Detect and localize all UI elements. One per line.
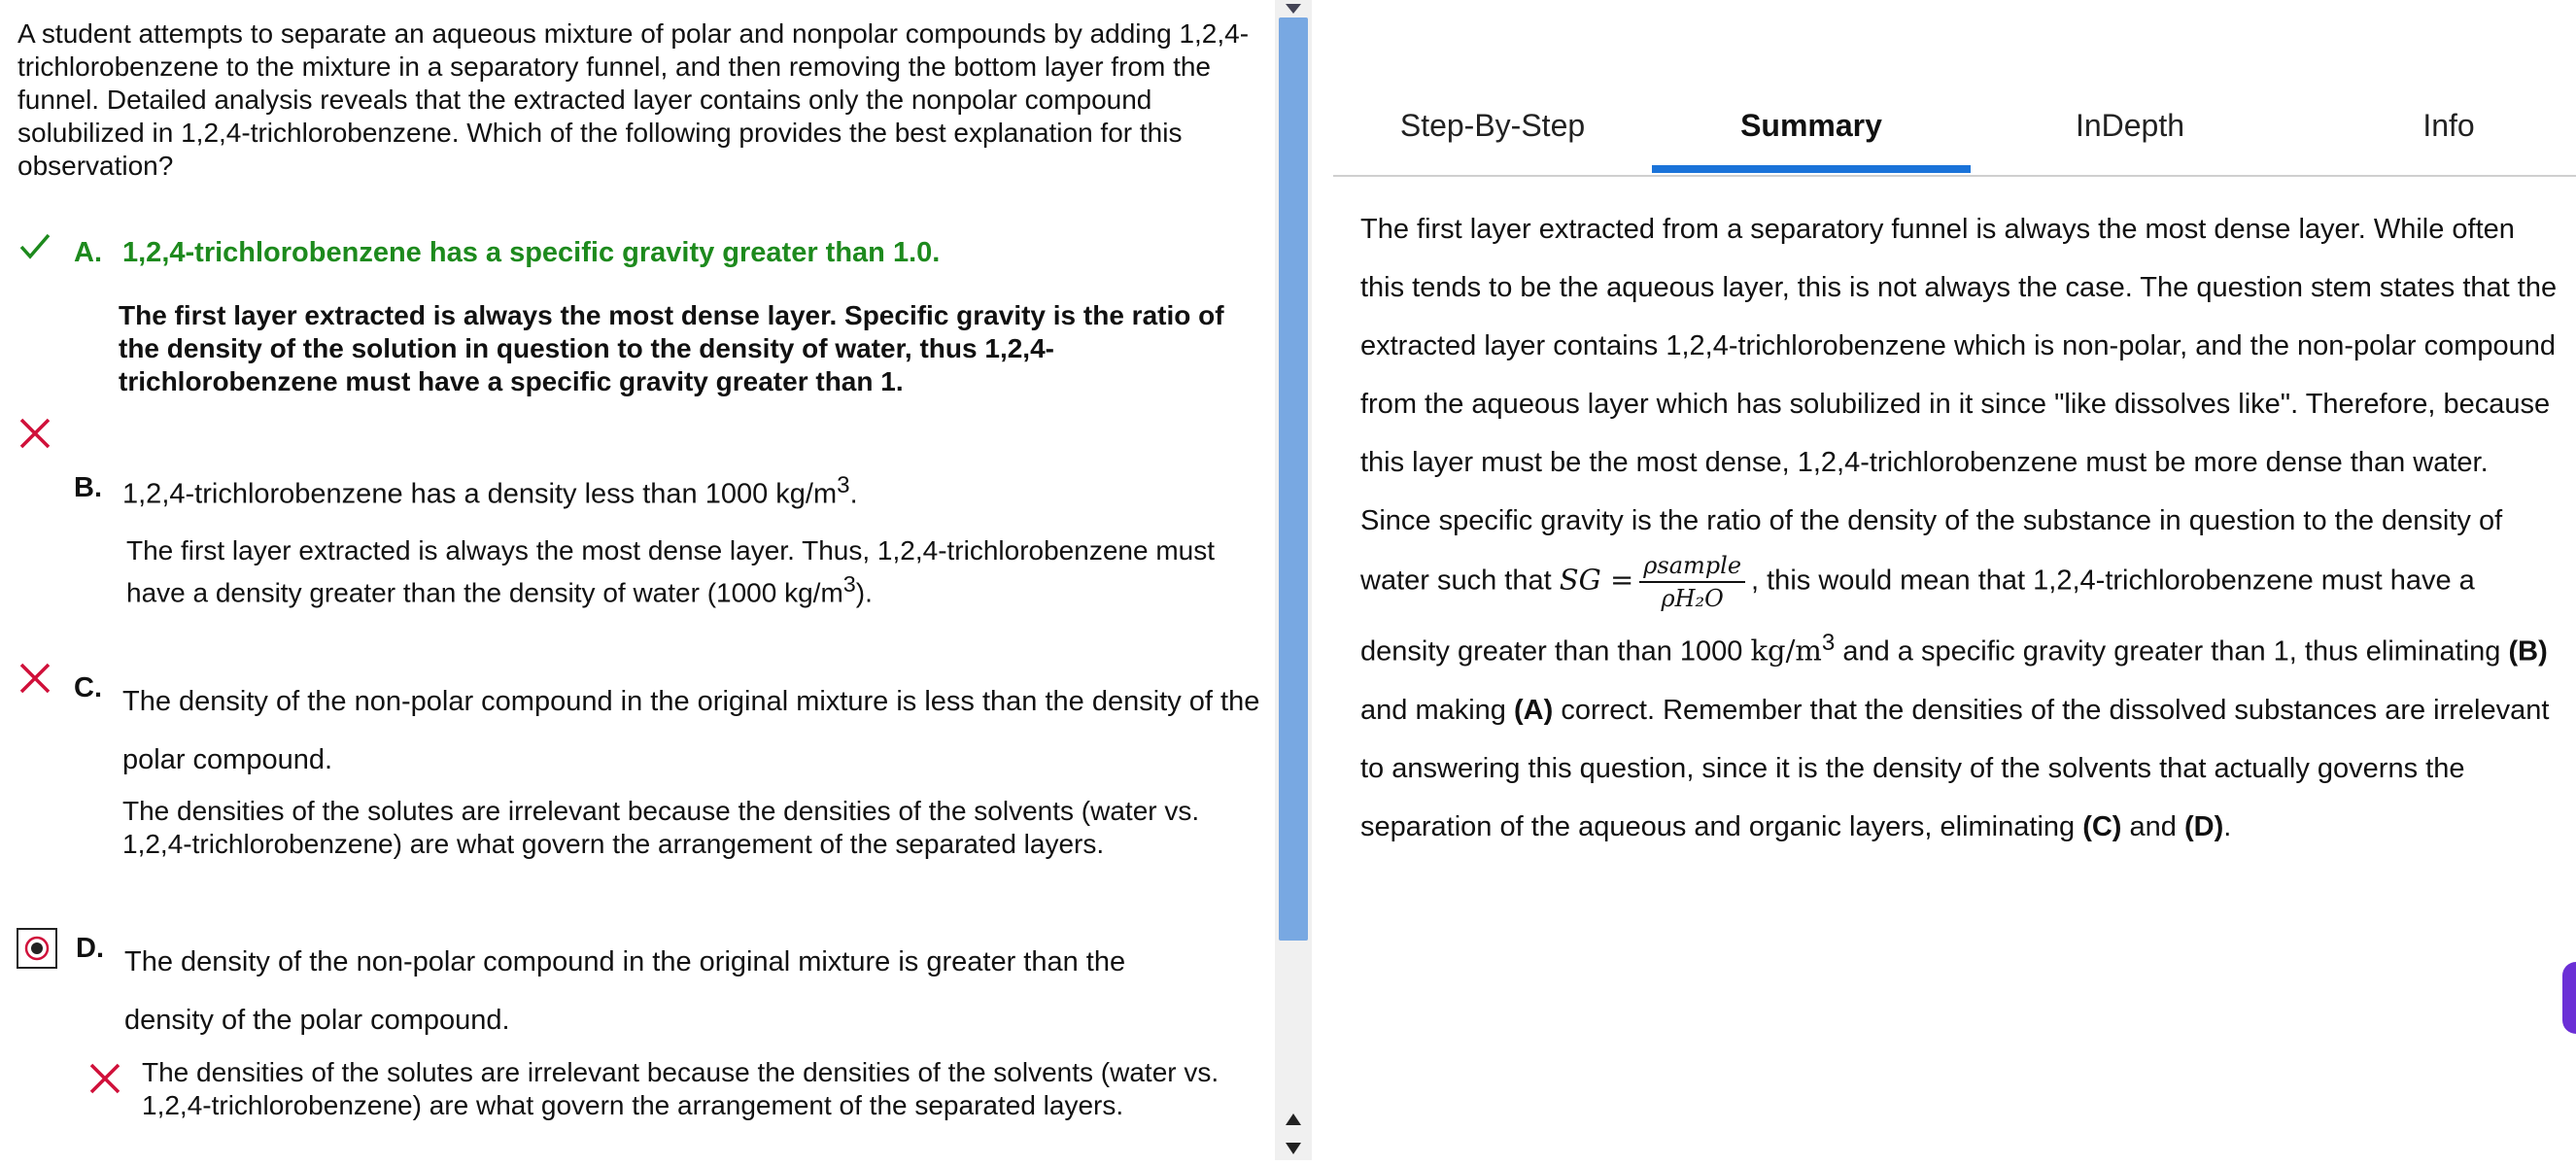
units: kg/m <box>1750 634 1822 668</box>
scroll-thumb[interactable] <box>1279 17 1308 941</box>
sg-symbol: SG = <box>1559 563 1634 597</box>
scroll-down-icon[interactable] <box>1279 1135 1308 1160</box>
tab-summary[interactable]: Summary <box>1740 108 1882 143</box>
tab-indepth[interactable]: InDepth <box>2075 108 2185 143</box>
option-c-explanation: The densities of the solutes are irrelevant because the densities of the solvents (water vs. 1,2,4-trichlorobenzene) are what govern the arrangement of the separated layers. <box>122 796 1200 859</box>
active-tab-indicator <box>1652 165 1971 173</box>
summary-part-4: and making <box>1360 694 1514 726</box>
summary-part-7: . <box>2223 810 2232 842</box>
side-panel-tab[interactable] <box>2562 962 2576 1034</box>
ref-a: (A) <box>1514 694 1554 726</box>
ref-b: (B) <box>2508 635 2548 668</box>
option-b-text[interactable] <box>122 472 858 511</box>
summary-text <box>1360 200 2565 856</box>
scrollbar[interactable] <box>1275 0 1312 1160</box>
option-b-letter[interactable]: B. <box>74 472 102 503</box>
x-icon <box>16 659 54 698</box>
summary-part-2: , this would mean that 1,2,4-trichlorobenzene must have a density greater than than 1000 <box>1360 565 2475 668</box>
option-d-text[interactable]: The density of the non-polar compound in the original mixture is greater than the density of the polar compound. <box>124 946 1126 1036</box>
x-icon <box>86 1059 124 1098</box>
explanation-pane <box>1312 0 2576 1160</box>
density-fraction <box>1639 550 1745 614</box>
option-d-letter[interactable]: D. <box>76 933 104 964</box>
tab-info[interactable]: Info <box>2422 108 2475 143</box>
summary-part-3: and a specific gravity greater than 1, thus eliminating <box>1835 635 2509 668</box>
option-a-explanation: The first layer extracted is always the most dense layer. Specific gravity is the ratio of the density of the solution in question to the density of water, thus 1,2,4-trichlorobenzene must have a specific gravity greater than 1. <box>119 300 1224 396</box>
tab-step-by-step[interactable]: Step-By-Step <box>1399 108 1586 143</box>
option-c-letter[interactable]: C. <box>74 672 102 703</box>
radio-selected-icon[interactable] <box>16 927 58 970</box>
scroll-up-icon[interactable] <box>1279 1108 1308 1133</box>
option-c-text[interactable]: The density of the non-polar compound in the original mixture is less than the density of the polar compound. <box>122 686 1260 775</box>
ref-c: (C) <box>2082 810 2122 842</box>
option-a-text[interactable]: 1,2,4-trichlorobenzene has a specific gravity greater than 1.0. <box>122 237 941 268</box>
option-b-superscript: 3 <box>837 472 850 498</box>
option-d-explanation: The densities of the solutes are irrelevant because the densities of the solvents (water vs. 1,2,4-trichlorobenzene) are what govern the arrangement of the separated layers. <box>142 1057 1219 1120</box>
option-b-explanation-sup: 3 <box>842 571 856 597</box>
option-b-explanation <box>126 534 1244 609</box>
check-icon <box>16 227 54 266</box>
option-a-letter[interactable]: A. <box>74 237 102 268</box>
option-b-explanation-after: ). <box>855 577 873 608</box>
summary-part-1: The first layer extracted from a separatory funnel is always the most dense layer. While often this tends to be the aqueous layer, this is not always the case. The question stem states that the extracted layer contains 1,2,4-trichlorobenzene which is non-polar, and the non-polar compound from the aqueous layer which has solubilized in it since "like dissolves like". Therefore, because this layer must be the most dense, 1,2,4-trichlorobenzene must be more dense than water. Since specific gravity is the ratio of the density of the substance in question to the density of water such that <box>1360 214 2558 597</box>
option-b-explanation-main: The first layer extracted is always the most dense layer. Thus, 1,2,4-trichlorobenzene must have a density greater than the density of water (1000 kg/m <box>126 535 1215 608</box>
ref-d: (D) <box>2183 810 2224 842</box>
option-b-text-main: 1,2,4-trichlorobenzene has a density less than 1000 kg/m <box>122 478 838 510</box>
fraction-denominator: ρH₂O <box>1661 585 1724 612</box>
option-b-text-after: . <box>849 478 858 510</box>
question-stem: A student attempts to separate an aqueous mixture of polar and nonpolar compounds by adding 1,2,4-trichlorobenzene to the mixture in a separatory funnel, and then removing the bottom layer from the funnel. Detailed analysis reveals that the extracted layer contains only the nonpolar compound solubilized in 1,2,4-trichlorobenzene. Which of the following provides the best explanation for this observation? <box>17 18 1250 181</box>
summary-part-5: correct. Remember that the densities of the dissolved substances are irrelevant to answering this question, since it is the density of the solvents that actually governs the separation of the aqueous and organic layers, eliminating <box>1360 694 2550 842</box>
summary-part-6: and <box>2121 810 2184 842</box>
fraction-numerator: ρsample <box>1639 550 1745 583</box>
question-pane <box>0 0 1275 1160</box>
units-superscript: 3 <box>1821 630 1836 656</box>
x-icon <box>16 414 54 453</box>
